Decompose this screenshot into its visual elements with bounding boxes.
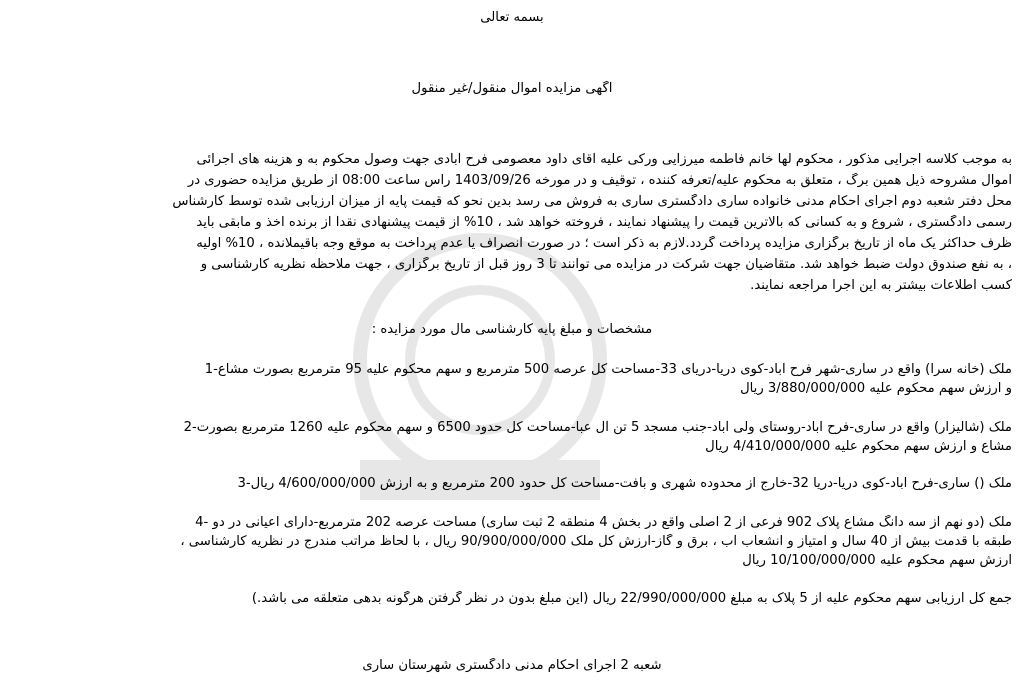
body-line: کسب اطلاعات بیشتر به این اجرا مراجعه نمایند.: [750, 278, 1012, 293]
item-line: طبقه با قدمت بیش از 40 سال و امتیاز و انشعاب آب ، برق و گاز-ارزش کل ملک 90/900/000/000 ریال ، با لحاظ مراتب مندرج در نظریه کارشناسی ،: [180, 534, 1012, 549]
body-line: محل دفتر شعبه دوم اجرای احکام مدنی خانواده ساری دادگستری ساری به فروش می رسد بدین نحو که قیمت پایه از میزان ارزیابی شده توسط کارشناس: [172, 194, 1012, 209]
signature: شعبه 2 اجرای احکام مدنی دادگستری شهرستان ساری: [362, 658, 662, 673]
item-line: ملک (دو نهم از سه دانگ مشاع پلاک 902 فرعی از 2 اصلی واقع در بخش 4 منطقه 2 ثبت ساری) مساحت عرصه 202 مترمربع-دارای اعیانی در دو -4: [195, 515, 1012, 530]
total-summary: جمع کل ارزیابی سهم محکوم علیه از 5 پلاک به مبلغ 22/990/000/000 ریال (این مبلغ بدون در نظر گرفتن هرگونه بدهی متعلقه می باشد.): [251, 591, 1012, 606]
item-line: ملک () ساری-فرح آباد-کوی دریا-دریا 32-خارج از محدوده شهری و بافت-مساحت کل حدود 200 مترمربع و به ارزش 4/600/000/000 ریال-3: [237, 476, 1012, 491]
item-line: و ارزش سهم محکوم علیه 3/880/000/000 ریال: [740, 381, 1012, 396]
item-line: ملک (خانه سرا) واقع در ساری-شهر فرح آباد-کوی دریا-دریای 33-مساحت کل عرصه 500 مترمربع و سهم محکوم علیه 95 مترمربع بصورت مشاع-1: [204, 362, 1012, 377]
body-line: ، به نفع صندوق دولت ضبط خواهد شد. متقاضیان جهت شرکت در مزایده می توانند تا 3 روز قبل از تاریخ برگزاری ، جهت ملاحظه نظریه کارشناسی و: [200, 257, 1012, 272]
body-line: رسمی دادگستری ، شروع و به کسانی که بالاترین قیمت را پیشنهاد نمایند ، فروخته خواهد شد ، 10% از قیمت پیشنهادی نقداً از برنده اخذ و مابقی باید: [196, 215, 1012, 230]
page-title: آگهی مزایده اموال منقول/غیر منقول: [411, 81, 613, 96]
header-basmala: بسمه تعالی: [480, 10, 544, 25]
item-line: مشاع و ارزش سهم محکوم علیه 4/410/000/000 ریال: [705, 439, 1012, 454]
item-line: ملک (شالیزار) واقع در ساری-فرح آباد-روستای ولی آباد-جنب مسجد 5 تن آل عبا-مساحت کل حدود 6500 و سهم محکوم علیه 1260 مترمربع بصورت-2: [183, 420, 1012, 435]
specs-heading: مشخصات و مبلغ پایه کارشناسی مال مورد مزایده :: [371, 322, 653, 337]
item-line: ارزش سهم محکوم علیه 10/100/000/000 ریال: [742, 553, 1012, 568]
body-line: به موجب کلاسه اجرایی مذکور ، محکوم لها خانم فاطمه میرزایی ورکی علیه آقای داود معصومی فرح آبادی جهت وصول محکوم به و هزینه های اجرائی: [196, 152, 1012, 167]
body-line: اموال مشروحه ذیل همین برگ ، متعلق به محکوم علیه/تعرفه کننده ، توقیف و در مورخه 1403/09/26 راس ساعت 08:00 از طریق مزایده حضوری در: [187, 173, 1012, 188]
body-line: ظرف حداکثر یک ماه از تاریخ برگزاری مزایده پرداخت گردد.لازم به ذکر است ؛ در صورت انصراف یا عدم پرداخت به موقع وجه باقیملانده ، 10% اولیه: [196, 236, 1012, 251]
